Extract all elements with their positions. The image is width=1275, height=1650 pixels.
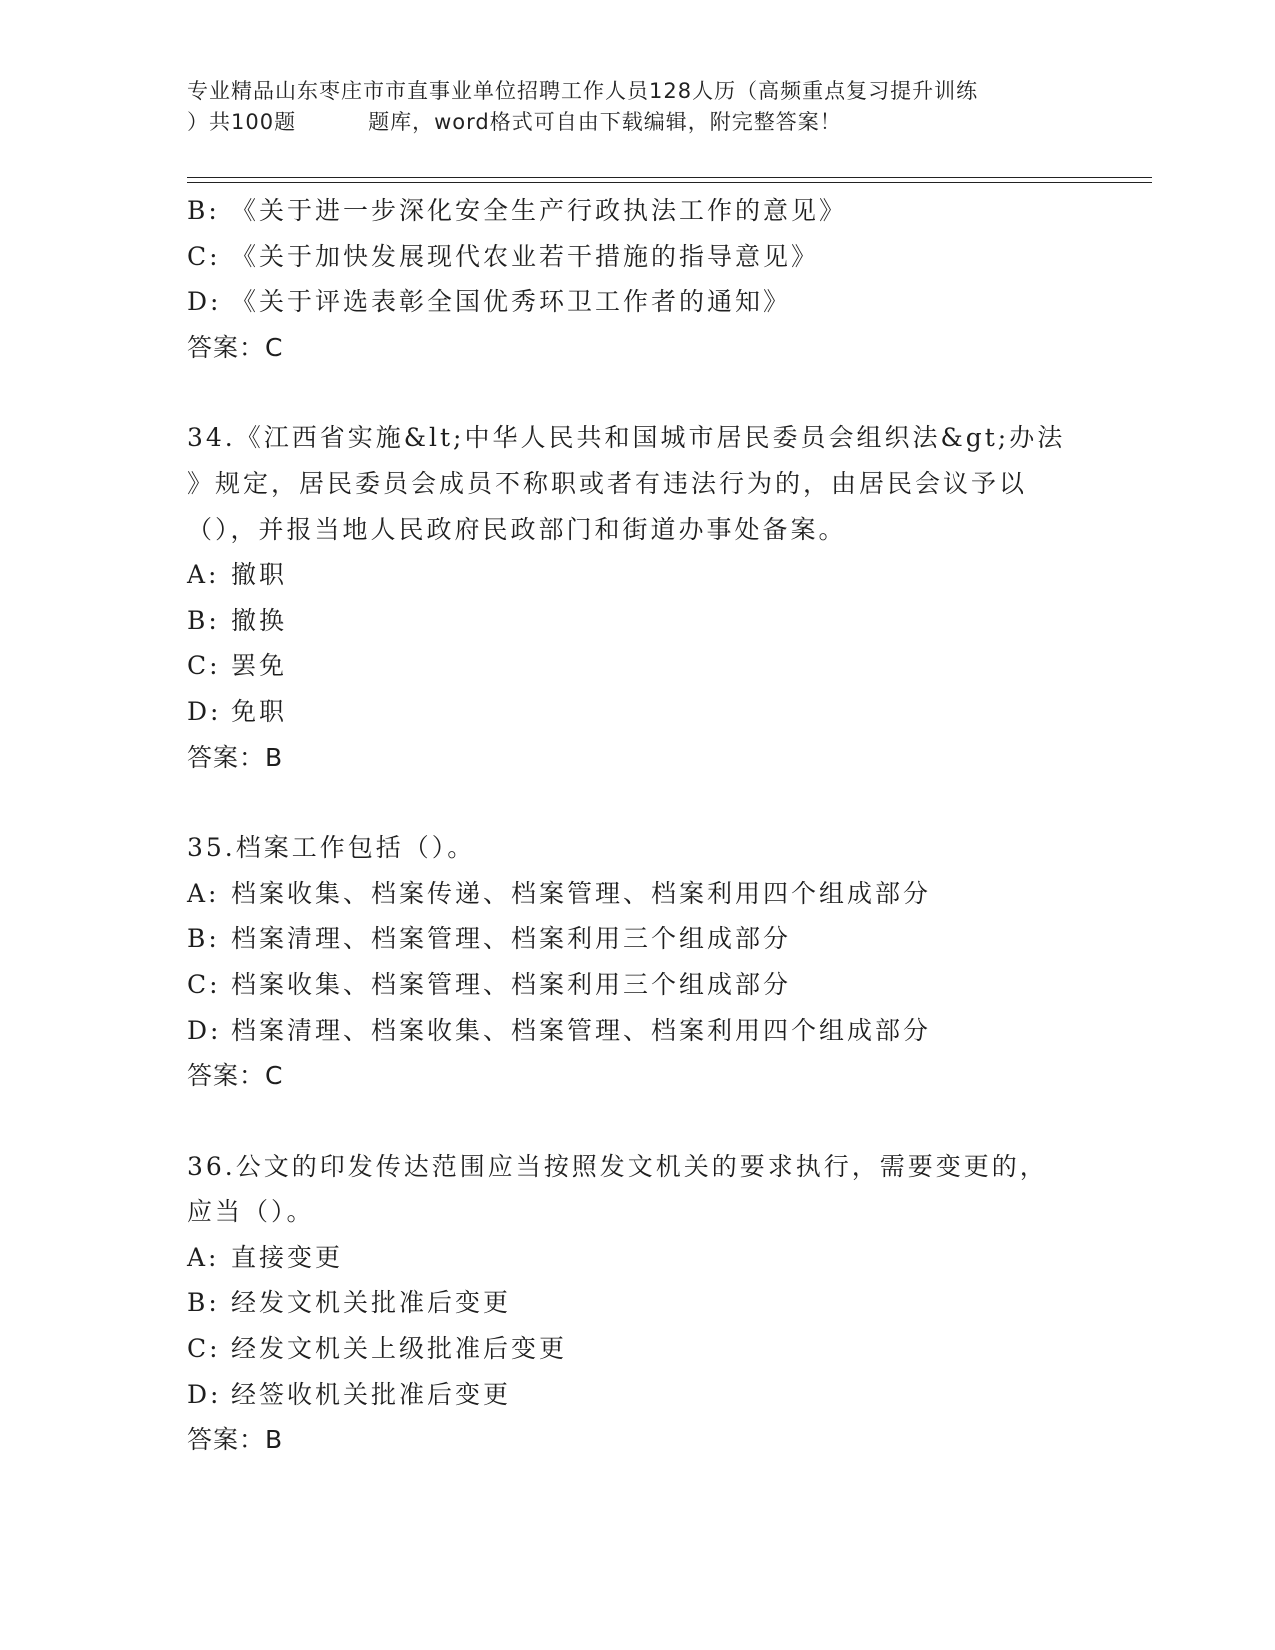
option-letter: C: — [187, 241, 221, 271]
option-text: 经发文机关批准后变更 — [231, 1288, 512, 1318]
option-letter: B: — [187, 196, 220, 225]
header-rule-top — [187, 177, 1152, 178]
option-row — [187, 916, 1107, 962]
option-text: 《关于评选表彰全国优秀环卫工作者的通知》 — [231, 287, 792, 317]
option-letter: A: — [187, 560, 220, 590]
option-row — [187, 962, 1107, 1008]
question-stem-line: （），并报当地人民政府民政部门和街道办事处备案。 — [187, 514, 847, 544]
header-line-2-start: ）共100题 — [187, 110, 297, 134]
option-row — [187, 871, 1107, 917]
option-row — [187, 234, 1107, 280]
option-row — [187, 1235, 1107, 1281]
option-row — [187, 279, 1107, 325]
option-letter: B: — [187, 924, 220, 954]
option-letter: B: — [187, 605, 220, 635]
answer-line: 答案：C — [187, 1061, 284, 1091]
option-text: 档案清理、档案管理、档案利用三个组成部分 — [231, 924, 792, 954]
option-text: 直接变更 — [231, 1242, 344, 1272]
option-letter: D: — [187, 1379, 222, 1409]
option-row — [187, 643, 1107, 689]
answer-line: 答案：B — [187, 1425, 284, 1455]
option-letter: D: — [187, 696, 222, 726]
option-text: 经发文机关上级批准后变更 — [231, 1334, 568, 1364]
option-text: 撤换 — [231, 605, 288, 635]
option-row — [187, 1008, 1107, 1054]
option-row — [187, 598, 1107, 644]
option-row — [187, 1326, 1107, 1372]
header-line-1: 专业精品山东枣庄市市直事业单位招聘工作人员128人历（高频重点复习提升训练 — [187, 79, 979, 103]
option-text: 撤职 — [231, 560, 288, 590]
option-text: 《关于加快发展现代农业若干措施的指导意见》 — [231, 241, 820, 271]
question-stem-line: 应当（）。 — [187, 1197, 315, 1227]
header-line-2-end: 题库，word格式可自由下载编辑，附完整答案！ — [368, 110, 842, 134]
option-letter: C: — [187, 651, 221, 681]
option-letter: C: — [187, 969, 221, 999]
option-row — [187, 552, 1107, 598]
question-content — [187, 188, 1107, 1463]
option-letter: B: — [187, 1288, 220, 1318]
document-header — [187, 76, 1087, 138]
option-text: 免职 — [231, 696, 288, 726]
option-letter: D: — [187, 287, 222, 317]
question-stem-line: 34.《江西省实施&lt;中华人民共和国城市居民委员会组织法&gt;办法 — [187, 423, 1066, 453]
header-rule-bottom — [187, 182, 1152, 183]
option-row — [187, 1280, 1107, 1326]
option-row — [187, 188, 1107, 234]
option-letter: A: — [187, 1242, 220, 1272]
question-stem-line: 35.档案工作包括（）。 — [187, 833, 476, 863]
option-letter: A: — [187, 878, 220, 908]
answer-line: 答案：C — [187, 332, 284, 362]
option-text: 档案收集、档案管理、档案利用三个组成部分 — [231, 969, 792, 999]
prev-question-block — [187, 188, 1107, 370]
answer-line: 答案：B — [187, 742, 284, 772]
option-text: 经签收机关批准后变更 — [231, 1379, 512, 1409]
option-row — [187, 1372, 1107, 1418]
question-block-35 — [187, 825, 1107, 1099]
option-letter: C: — [187, 1334, 221, 1364]
question-block-34 — [187, 415, 1107, 780]
option-text: 《关于进一步深化安全生产行政执法工作的意见》 — [231, 196, 848, 225]
question-block-36 — [187, 1144, 1107, 1463]
option-text: 档案收集、档案传递、档案管理、档案利用四个组成部分 — [231, 878, 932, 908]
question-stem-line: 》规定，居民委员会成员不称职或者有违法行为的，由居民会议予以 — [187, 468, 1028, 498]
option-row — [187, 689, 1107, 735]
header-line-2 — [187, 107, 1087, 138]
option-text: 档案清理、档案收集、档案管理、档案利用四个组成部分 — [231, 1015, 932, 1045]
option-text: 罢免 — [231, 651, 288, 681]
question-stem-line: 36.公文的印发传达范围应当按照发文机关的要求执行，需要变更的， — [187, 1151, 1048, 1181]
option-letter: D: — [187, 1015, 222, 1045]
